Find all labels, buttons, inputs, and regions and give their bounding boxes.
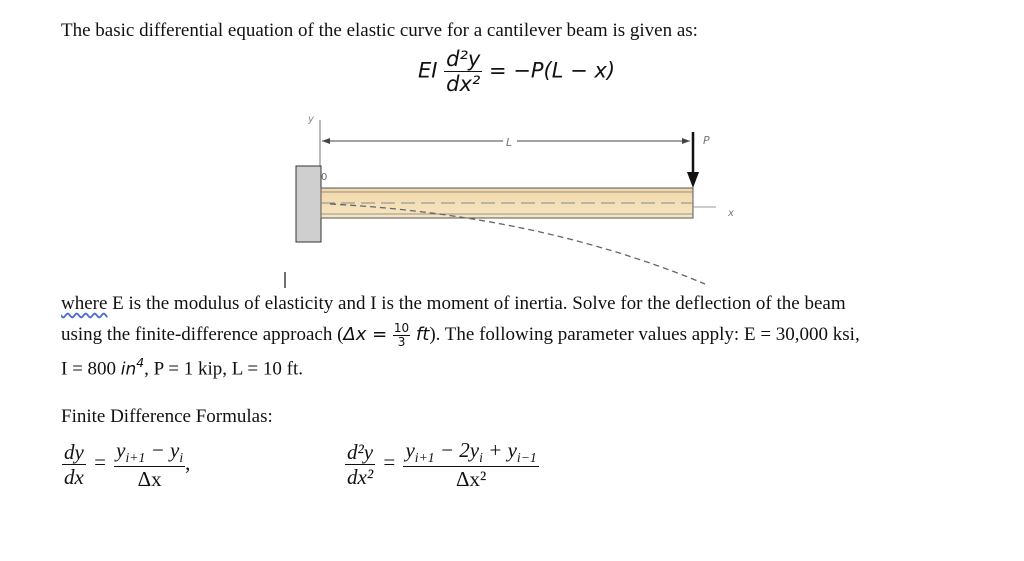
force-label: P xyxy=(703,134,710,147)
paragraph-line-2 xyxy=(61,322,860,349)
equals-sign: = xyxy=(94,450,106,475)
first-derivative-formula xyxy=(62,438,190,491)
second-difference-denominator: Δx² xyxy=(455,466,487,491)
feet-unit: ft xyxy=(410,324,430,346)
dy-numerator: dy xyxy=(64,439,84,464)
d2y-numerator: d²y xyxy=(347,439,374,464)
delta-x-numerator: 10 xyxy=(393,321,410,335)
first-difference-fraction xyxy=(114,438,185,491)
second-difference-fraction xyxy=(403,438,538,491)
eq-denominator: dx² xyxy=(446,72,481,97)
moment-of-inertia-value: I = 800 xyxy=(61,358,121,380)
paragraph-line-1-rest: E is the modulus of elasticity and I is the moment of inertia. Solve for the deflection of the beam xyxy=(107,293,846,314)
intro-text: The basic differential equation of the elastic curve for a cantilever beam is given as: xyxy=(61,20,698,41)
paragraph-line-2-start: using the finite-difference approach ( xyxy=(61,324,344,346)
delta-x-denominator: 3 xyxy=(397,335,406,350)
eq-numerator: d²y xyxy=(446,47,481,71)
where-word: where xyxy=(61,293,108,314)
dimension-arrow-left xyxy=(322,138,330,144)
length-label: L xyxy=(506,136,513,149)
dy-dx-fraction xyxy=(62,440,86,489)
eq-rhs: = −P(L − x) xyxy=(489,58,616,83)
origin-label: 0 xyxy=(321,172,328,183)
paragraph-line-3 xyxy=(61,356,303,380)
y-axis-label: y xyxy=(308,114,314,125)
paragraph-line-1 xyxy=(61,293,846,315)
delta-x-fraction xyxy=(393,322,410,349)
d2y-dx2-fraction xyxy=(345,440,375,489)
y-variable: y xyxy=(116,438,126,462)
inch-unit: in xyxy=(120,359,137,380)
second-derivative-formula xyxy=(345,438,539,491)
ei-coefficient: EI xyxy=(418,58,438,83)
x-axis-label: x xyxy=(728,208,734,219)
first-difference-numerator: $y_{i+1} - y_i$ xyxy=(116,438,184,466)
paragraph-line-3-end: , P = 1 kip, L = 10 ft. xyxy=(144,358,303,380)
fd-title: Finite Difference Formulas: xyxy=(61,406,273,427)
second-difference-numerator: $y_{i+1} - 2y_i + y_{i-1}$ xyxy=(405,438,537,466)
paragraph-line-2-end: ). The following parameter values apply: E = 30,000 ksi, xyxy=(429,324,860,346)
dx-denominator: dx xyxy=(64,465,84,490)
dimension-arrow-right xyxy=(682,138,690,144)
equals-sign: = xyxy=(383,450,396,475)
load-arrow-head xyxy=(687,172,699,188)
first-difference-denominator: Δx xyxy=(137,466,162,491)
wall-support xyxy=(296,166,321,242)
dx2-denominator: dx² xyxy=(347,465,374,490)
delta-x-label: Δx = xyxy=(343,324,393,346)
comma: , xyxy=(185,450,191,475)
inch-exponent: 4 xyxy=(136,356,145,370)
